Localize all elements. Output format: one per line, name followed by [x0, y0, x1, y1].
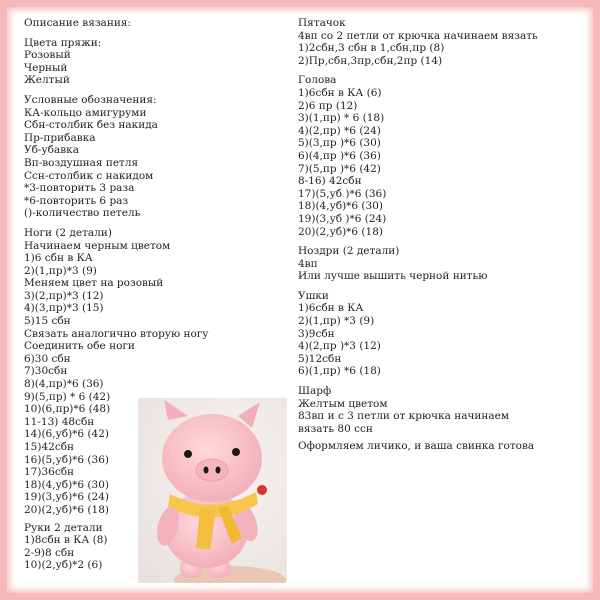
- text-line: Меняем цвет на розовый: [24, 277, 164, 290]
- text-line: Связать аналогично вторую ногу: [24, 327, 209, 340]
- section-heading: Пятачок: [298, 17, 346, 29]
- text-line: Розовый: [24, 49, 71, 62]
- text-line: 4вп: [298, 257, 318, 270]
- text-line: Или лучше вышить черной нитью: [298, 270, 488, 283]
- text-line: Желтым цветом: [298, 397, 388, 410]
- text-line: 20)(2,уб)*6 (18): [298, 225, 383, 238]
- page-frame: [7, 7, 593, 593]
- nostrils-section: [298, 245, 598, 283]
- text-line: 9)(5,пр) * 6 (42): [24, 390, 111, 403]
- final-note: Оформляем личико, и ваша свинка готова: [298, 440, 535, 453]
- right-column: [298, 17, 598, 453]
- section-heading: Ушки: [298, 289, 329, 302]
- text-line: 6)(4,пр )*6 (36): [298, 149, 381, 162]
- text-line: вязать 80 ссн: [298, 422, 373, 435]
- text-line: 16)(5,уб)*6 (36): [24, 453, 109, 466]
- text-line: 10)(6,пр)*6 (48): [24, 403, 111, 416]
- scarf-section: [298, 385, 598, 435]
- ears-section: [298, 290, 598, 378]
- text-line: КА-кольцо амигуруми: [24, 106, 147, 119]
- text-line: 1)8сбн в КА (8): [24, 534, 108, 547]
- text-line: 10)(2,уб)*2 (6): [24, 559, 103, 572]
- text-line: 1)6 сбн в КА: [24, 252, 93, 265]
- text-line: Пр-прибавка: [24, 131, 96, 144]
- page-title: Описание вязания:: [24, 17, 131, 29]
- text-line: ()-количество петель: [24, 207, 141, 220]
- text-line: 20)(2,уб)*6 (18): [24, 503, 109, 516]
- text-line: 3)9сбн: [298, 327, 335, 340]
- text-line: 14)(6,уб)*6 (42): [24, 428, 109, 441]
- text-line: 1)6сбн в КА (6): [298, 86, 382, 99]
- text-line: 5)15 сбн: [24, 315, 71, 328]
- text-line: 8)(4,пр)*6 (36): [24, 378, 104, 391]
- section-heading: Ноги (2 детали): [24, 226, 112, 239]
- text-line: 18)(4,уб)*6 (30): [24, 478, 109, 491]
- text-line: 4)(2,пр )*3 (12): [298, 340, 381, 353]
- text-line: 2)(1,пр)*3 (9): [24, 264, 97, 277]
- text-line: 11-13) 48сбн: [24, 415, 95, 428]
- text-line: 2)Пр,сбн,3пр,сбн,2пр (14): [298, 54, 443, 67]
- text-line: Сбн-столбик без накида: [24, 119, 158, 132]
- text-line: 5)(3,пр )*6 (30): [298, 137, 381, 150]
- section-heading: Голова: [298, 74, 337, 87]
- text-line: Желтый: [24, 74, 70, 87]
- text-line: 17)(5,уб )*6 (36): [298, 187, 387, 200]
- text-line: 8-16) 42сбн: [298, 175, 362, 188]
- text-line: 2-9)8 сбн: [24, 546, 75, 559]
- text-line: 17)36сбн: [24, 466, 75, 479]
- section-heading: Шарф: [298, 385, 332, 398]
- text-line: Черный: [24, 61, 68, 74]
- section-heading: Ноздри (2 детали): [298, 245, 400, 258]
- legend-section: [24, 94, 294, 220]
- section-heading: Цвета пряжи:: [24, 36, 102, 49]
- text-line: 4)(3,пр)*3 (15): [24, 302, 104, 315]
- text-line: 2)6 пр (12): [298, 99, 358, 112]
- text-line: 4вп со 2 петли от крючка начинаем вязать: [298, 29, 538, 42]
- text-line: 15)42сбн: [24, 441, 75, 453]
- text-line: 1)2сбн,3 сбн в 1,сбн,пр (8): [298, 42, 445, 55]
- head-section: [298, 74, 598, 238]
- text-line: 3)(2,пр)*3 (12): [24, 289, 104, 302]
- text-line: *3-повторить 3 раза: [24, 182, 135, 195]
- text-line: 6)30 сбн: [24, 352, 71, 365]
- text-line: 4)(2,пр) *6 (24): [298, 124, 381, 137]
- text-line: 7)30сбн: [24, 365, 68, 378]
- yarn-colors-section: [24, 37, 294, 87]
- section-heading: Руки 2 детали: [24, 521, 103, 534]
- text-line: 2)(1,пр) *3 (9): [298, 315, 375, 328]
- text-line: *6-повторить 6 раз: [24, 194, 129, 207]
- text-line: 19)(3,уб )*6 (24): [298, 212, 387, 225]
- text-line: Соединить обе ноги: [24, 340, 135, 353]
- text-line: Ссн-столбик с накидом: [24, 169, 154, 182]
- text-line: 83вп и с 3 петли от крючка начинаем: [298, 410, 510, 423]
- text-line: 19)(3,уб)*6 (24): [24, 491, 109, 504]
- pig-toy-photo: [138, 398, 287, 583]
- text-line: 6)(1,пр) *6 (18): [298, 365, 381, 378]
- section-heading: Условные обозначения:: [24, 93, 157, 106]
- snout-section: [298, 17, 598, 67]
- text-line: Уб-убавка: [24, 144, 79, 157]
- text-line: Начинаем черным цветом: [24, 239, 171, 252]
- text-line: Вп-воздушная петля: [24, 156, 139, 169]
- text-line: 1)6сбн в КА: [298, 302, 364, 315]
- text-line: 5)12сбн: [298, 352, 342, 365]
- text-line: 18)(4,уб)*6 (30): [298, 200, 383, 213]
- text-line: 3)(1,пр) * 6 (18): [298, 112, 385, 125]
- text-line: 7)(5,пр )*6 (42): [298, 162, 381, 175]
